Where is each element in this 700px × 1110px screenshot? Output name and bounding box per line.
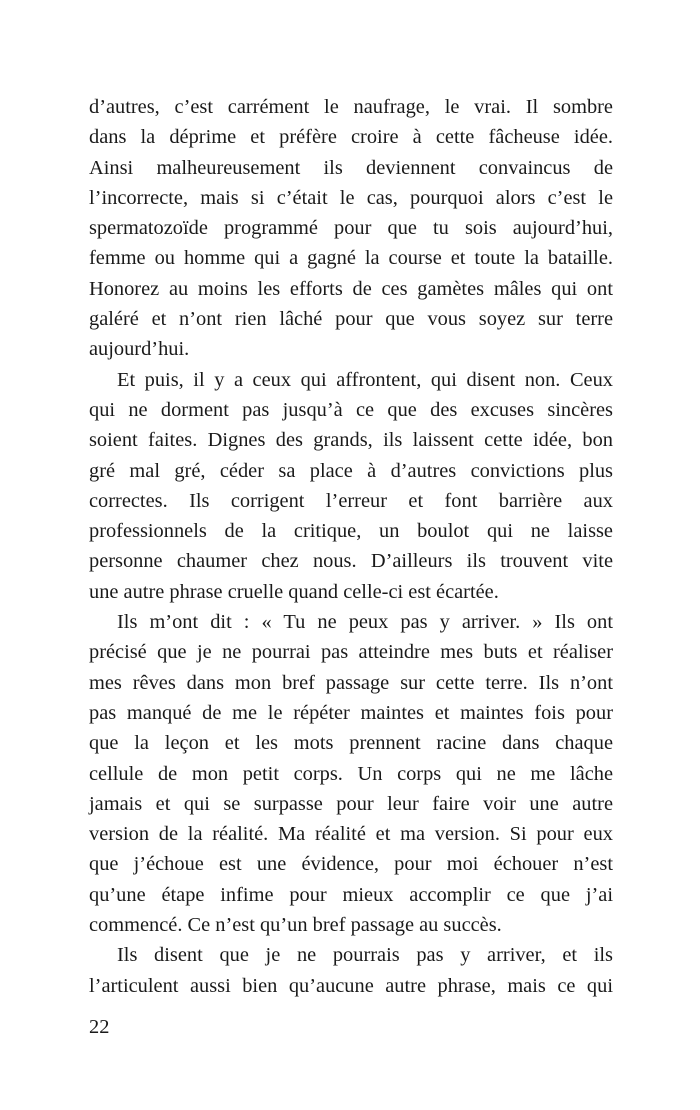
text-line: d’autres, c’est carrément le naufrage, le vrai. Il sombre: [89, 96, 613, 118]
text-line: dans la déprime et préfère croire à cette fâcheuse idée.: [89, 126, 613, 149]
text-line: gré mal gré, céder sa place à d’autres convictions plus: [89, 459, 613, 482]
text-line: spermatozoïde programmé pour que tu sois aujourd’hui,: [89, 217, 613, 240]
text-line: mes rêves dans mon bref passage sur cette terre. Ils n’ont: [89, 671, 613, 694]
text-line: qu’une étape infime pour mieux accomplir ce que j’ai: [89, 883, 613, 906]
text-line: professionnels de la critique, un boulot qui ne laisse: [89, 520, 613, 543]
text-line: correctes. Ils corrigent l’erreur et font barrière aux: [89, 489, 613, 512]
text-line: galéré et n’ont rien lâché pour que vous soyez sur terre: [89, 308, 613, 331]
text-line: que j’échoue est une évidence, pour moi échouer n’est: [89, 853, 613, 876]
text-line: femme ou homme qui a gagné la course et toute la bataille.: [89, 247, 613, 270]
text-line: que la leçon et les mots prennent racine dans chaque: [89, 732, 613, 755]
text-line: commencé. Ce n’est qu’un bref passage au succès.: [89, 914, 502, 937]
text-line: précisé que je ne pourrai pas atteindre mes buts et réaliser: [89, 641, 613, 664]
text-line: Ainsi malheureusement ils deviennent convaincus de: [89, 156, 613, 179]
text-line: aujourd’hui.: [89, 338, 190, 361]
text-line: cellule de mon petit corps. Un corps qui ne me lâche: [89, 762, 613, 785]
paragraph: [89, 607, 613, 940]
text-line: Honorez au moins les efforts de ces gamètes mâles qui ont: [89, 277, 613, 300]
text-line: l’incorrecte, mais si c’était le cas, pourquoi alors c’est le: [89, 186, 613, 209]
text-line: Et puis, il y a ceux qui affrontent, qui disent non. Ceux: [117, 368, 613, 391]
paragraph: [89, 940, 613, 1001]
text-line: Ils disent que je ne pourrais pas y arriver, et ils: [117, 944, 613, 967]
body-text: [89, 92, 613, 1001]
text-line: soient faites. Dignes des grands, ils laissent cette idée, bon: [89, 429, 613, 452]
text-line: personne chaumer chez nous. D’ailleurs ils trouvent vite: [89, 550, 613, 573]
text-line: Ils m’ont dit : « Tu ne peux pas y arriver. » Ils ont: [117, 611, 613, 634]
text-line: version de la réalité. Ma réalité et ma version. Si pour eux: [89, 823, 613, 846]
text-line: l’articulent aussi bien qu’aucune autre phrase, mais ce qui: [89, 974, 613, 997]
text-line: jamais et qui se surpasse pour leur faire voir une autre: [89, 792, 613, 815]
text-line: qui ne dorment pas jusqu’à ce que des excuses sincères: [89, 398, 613, 421]
paragraph: [89, 365, 613, 607]
paragraph: [89, 92, 613, 365]
text-line: une autre phrase cruelle quand celle-ci est écartée.: [89, 580, 499, 603]
text-line: pas manqué de me le répéter maintes et maintes fois pour: [89, 701, 613, 724]
page-number: 22: [89, 1016, 110, 1038]
